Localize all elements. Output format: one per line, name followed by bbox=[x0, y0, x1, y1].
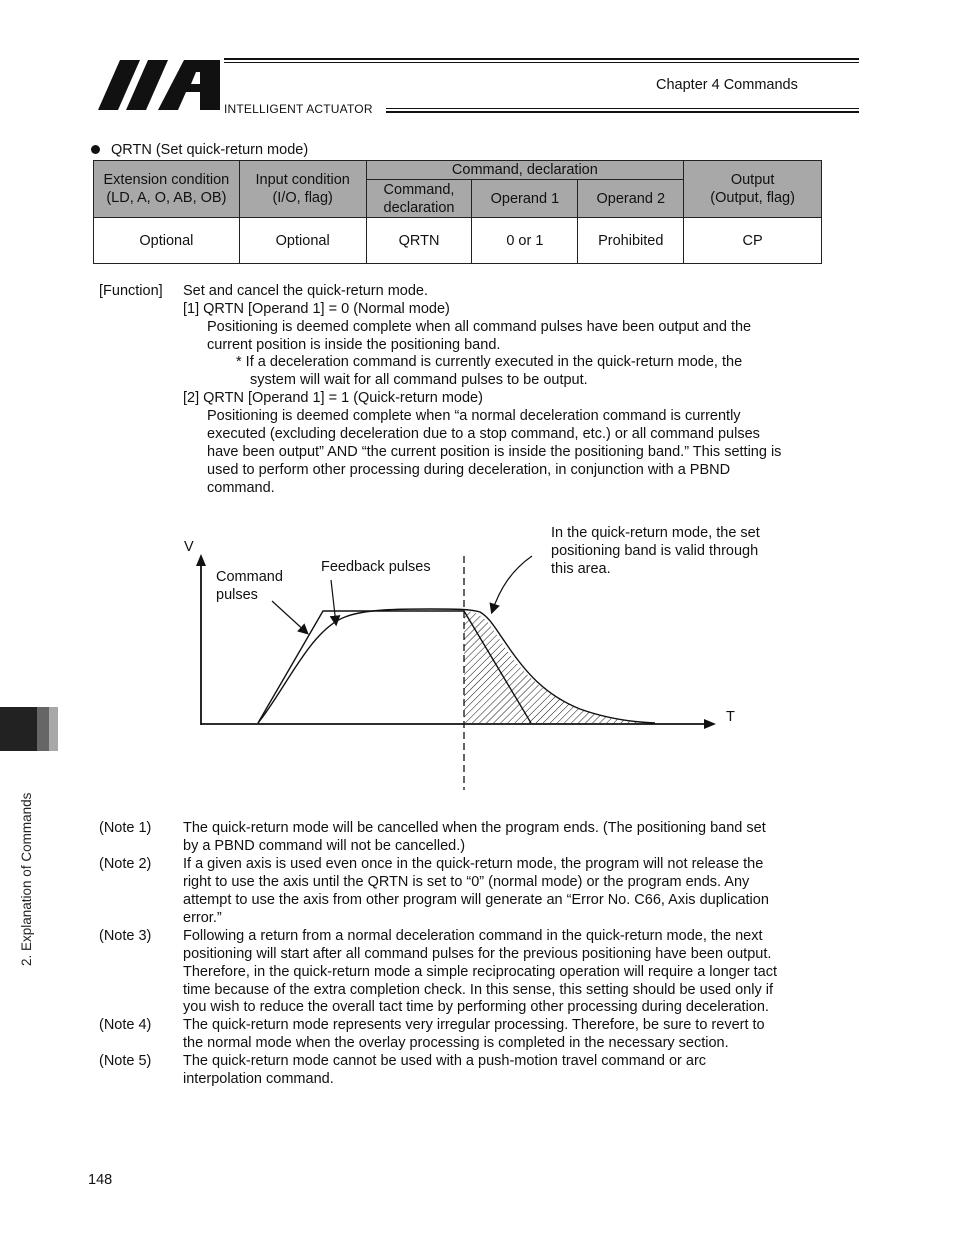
ia-logo bbox=[96, 58, 222, 112]
section-title: QRTN (Set quick-return mode) bbox=[111, 142, 309, 158]
band-note-label: In the quick-return mode, the set bbox=[551, 525, 760, 541]
note-label: (Note 1) bbox=[99, 820, 152, 836]
cell-operand-1: 0 or 1 bbox=[472, 218, 578, 264]
cell-command: QRTN bbox=[366, 218, 472, 264]
cell-output: CP bbox=[684, 218, 822, 264]
chapter-tab-shade-light bbox=[49, 707, 58, 751]
note-line: by a PBND command will not be cancelled.) bbox=[183, 838, 466, 854]
velocity-diagram bbox=[160, 520, 800, 800]
command-callout-arrow bbox=[272, 601, 307, 633]
note-line: interpolation command. bbox=[183, 1071, 334, 1087]
feedback-pulse-curve bbox=[258, 609, 655, 723]
command-table bbox=[93, 160, 822, 264]
header-output: Output (Output, flag) bbox=[684, 161, 822, 218]
function-line: Positioning is deemed complete when all command pulses have been output and the bbox=[207, 319, 752, 335]
cell-operand-2: Prohibited bbox=[578, 218, 684, 264]
header-operand-2: Operand 2 bbox=[578, 180, 684, 218]
note-line: error.” bbox=[183, 910, 222, 926]
function-label: [Function] bbox=[99, 283, 163, 299]
function-line: have been output” AND “the current position is inside the positioning band.” This setting is bbox=[207, 444, 782, 460]
note-label: (Note 4) bbox=[99, 1017, 152, 1033]
function-line: Positioning is deemed complete when “a normal deceleration command is currently bbox=[207, 408, 741, 424]
band-note-label: this area. bbox=[551, 561, 611, 577]
cell-extension: Optional bbox=[94, 218, 240, 264]
function-line: system will wait for all command pulses to be output. bbox=[250, 372, 588, 388]
function-line: current position is inside the positioning band. bbox=[207, 337, 501, 353]
function-line: [1] QRTN [Operand 1] = 0 (Normal mode) bbox=[183, 301, 450, 317]
note-line: The quick-return mode will be cancelled when the program ends. (The positioning band set bbox=[183, 820, 766, 836]
feedback-callout-arrow bbox=[331, 580, 336, 624]
band-callout-arrow bbox=[492, 556, 532, 612]
note-label: (Note 5) bbox=[99, 1053, 152, 1069]
chapter-tab-shade bbox=[37, 707, 49, 751]
band-note-label: positioning band is valid through bbox=[551, 543, 759, 559]
note-line: If a given axis is used even once in the quick-return mode, the program will not release the bbox=[183, 856, 764, 872]
table-row bbox=[94, 218, 822, 264]
axis-t-label: T bbox=[726, 709, 735, 725]
feedback-pulses-label: Feedback pulses bbox=[321, 559, 431, 575]
note-line: Therefore, in the quick-return mode a simple reciprocating operation will require a longer tact bbox=[183, 964, 777, 980]
note-line: you wish to reduce the overall tact time by performing other processing during deceleration. bbox=[183, 999, 769, 1015]
note-line: time because of the extra completion check. In this sense, this setting should be used only if bbox=[183, 982, 773, 998]
chapter-tab bbox=[0, 707, 37, 751]
note-line: The quick-return mode cannot be used with a push-motion travel command or arc bbox=[183, 1053, 707, 1069]
header-command-group: Command, declaration bbox=[366, 161, 684, 180]
page-number: 148 bbox=[88, 1172, 113, 1188]
function-line: executed (excluding deceleration due to a stop command, etc.) or all command pulses bbox=[207, 426, 760, 442]
note-label: (Note 2) bbox=[99, 856, 152, 872]
command-pulses-label: pulses bbox=[216, 587, 258, 603]
header-rule-bottom-thick bbox=[386, 111, 859, 113]
bullet-icon bbox=[91, 145, 100, 154]
header-extension-condition: Extension condition (LD, A, O, AB, OB) bbox=[94, 161, 240, 218]
cell-input: Optional bbox=[239, 218, 366, 264]
function-line: [2] QRTN [Operand 1] = 1 (Quick-return mode) bbox=[183, 390, 483, 406]
header-rule-top-thin bbox=[224, 62, 859, 63]
note-line: attempt to use the axis from other program will generate an “Error No. C66, Axis duplication bbox=[183, 892, 769, 908]
note-label: (Note 3) bbox=[99, 928, 152, 944]
function-line: used to perform other processing during deceleration, in conjunction with a PBND bbox=[207, 462, 731, 478]
header-command: Command, declaration bbox=[366, 180, 472, 218]
function-line: * If a deceleration command is currently executed in the quick-return mode, the bbox=[236, 354, 743, 370]
function-line: command. bbox=[207, 480, 275, 496]
chapter-title: Chapter 4 Commands bbox=[656, 77, 798, 93]
company-name: INTELLIGENT ACTUATOR bbox=[224, 102, 373, 116]
header-rule-top bbox=[224, 58, 859, 60]
note-line: the normal mode when the overlay processing is completed in the necessary section. bbox=[183, 1035, 729, 1051]
header-rule-bottom bbox=[386, 108, 859, 109]
function-line: Set and cancel the quick-return mode. bbox=[183, 283, 429, 299]
note-line: Following a return from a normal deceleration command in the quick-return mode, the next bbox=[183, 928, 763, 944]
header-input-condition: Input condition (I/O, flag) bbox=[239, 161, 366, 218]
header-operand-1: Operand 1 bbox=[472, 180, 578, 218]
positioning-band-hatch bbox=[464, 611, 655, 723]
note-line: The quick-return mode represents very irregular processing. Therefore, be sure to revert to bbox=[183, 1017, 765, 1033]
command-pulses-label: Command bbox=[216, 569, 283, 585]
note-line: positioning will start after all command pulses for the previous positioning have been output. bbox=[183, 946, 772, 962]
axis-v-label: V bbox=[184, 539, 194, 555]
note-line: right to use the axis until the QRTN is set to “0” (normal mode) or the program ends. Any bbox=[183, 874, 750, 890]
side-section-label: 2. Explanation of Commands bbox=[19, 792, 34, 966]
